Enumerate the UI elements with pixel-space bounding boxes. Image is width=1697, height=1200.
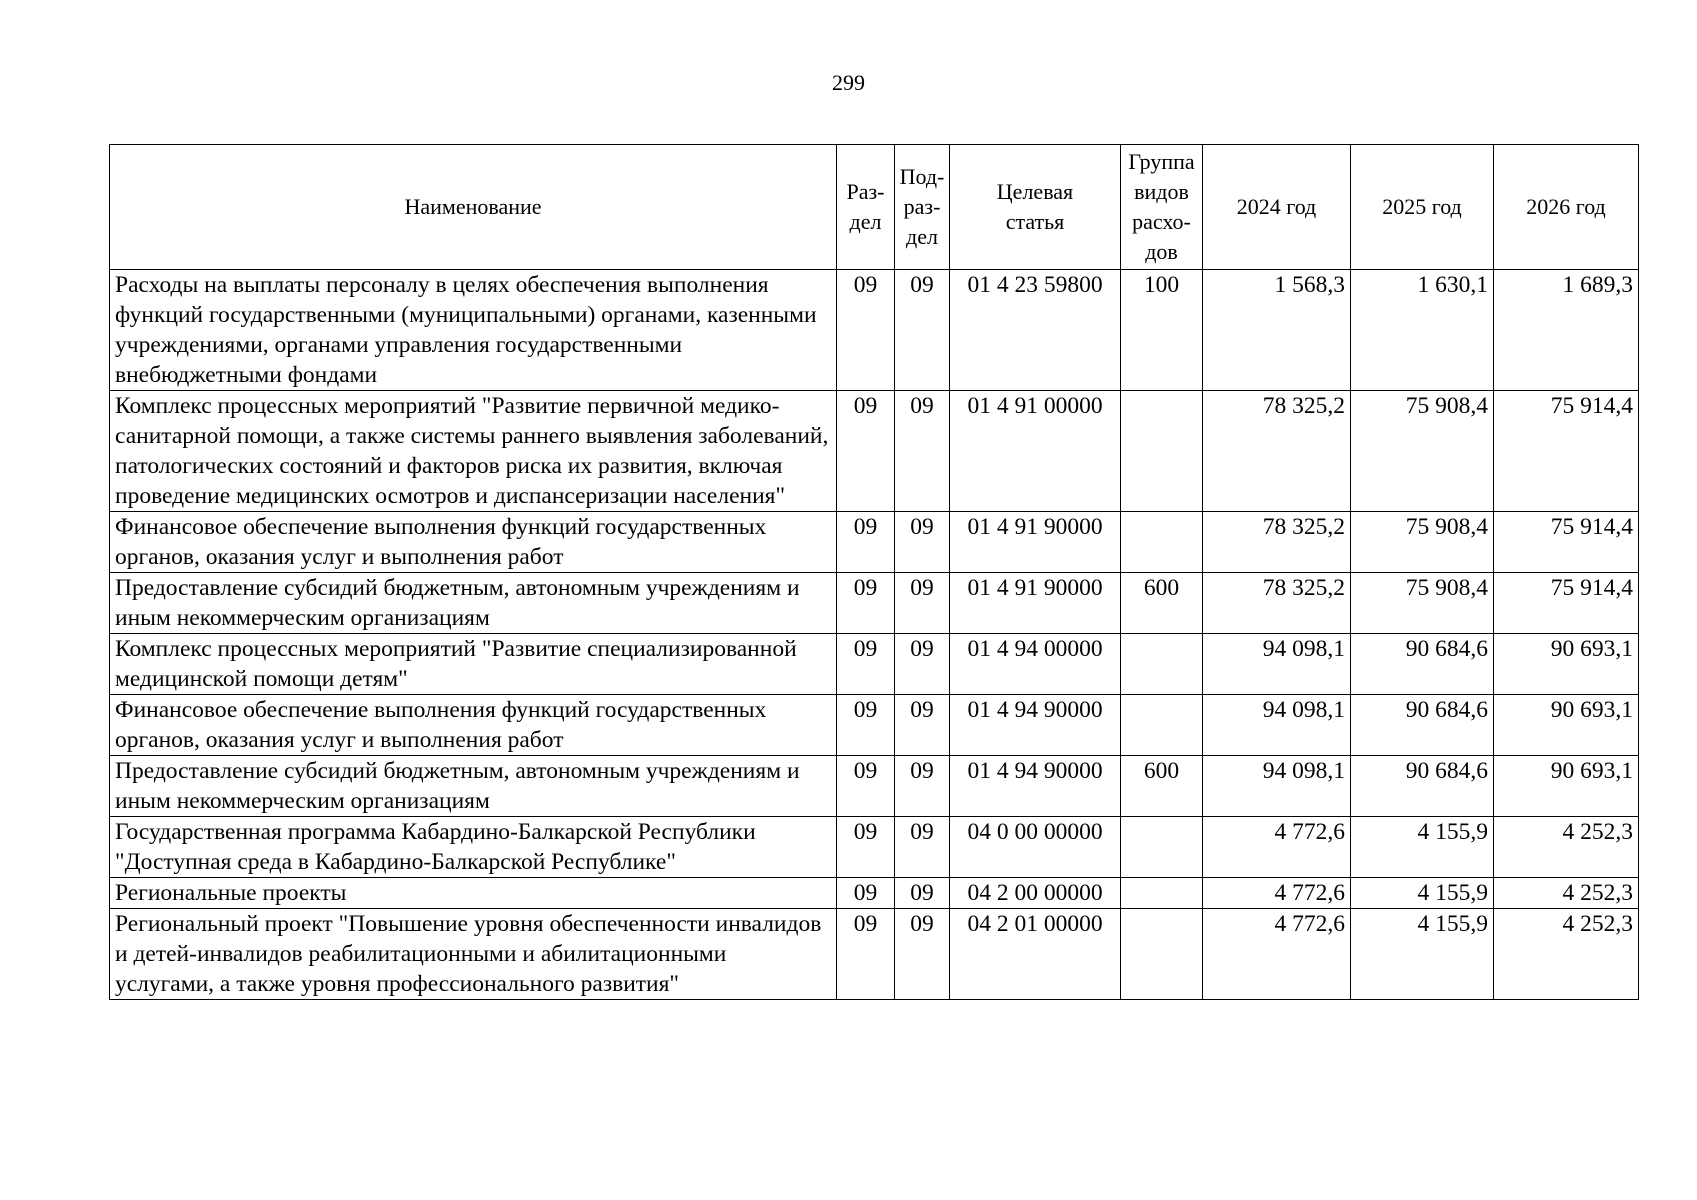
header-row — [110, 145, 1639, 270]
table-row — [110, 878, 1639, 909]
cell-name: Государственная программа Кабардино-Балкарской Республики "Доступная среда в Кабардино-Балкарской Республике" — [110, 817, 837, 878]
cell-target: 04 2 01 00000 — [950, 909, 1121, 1000]
cell-y2024: 4 772,6 — [1203, 909, 1351, 1000]
cell-y2026: 1 689,3 — [1494, 270, 1639, 391]
cell-y2025: 4 155,9 — [1351, 817, 1494, 878]
cell-target: 04 0 00 00000 — [950, 817, 1121, 878]
cell-target: 01 4 94 90000 — [950, 756, 1121, 817]
cell-group — [1121, 695, 1203, 756]
cell-y2025: 75 908,4 — [1351, 391, 1494, 512]
cell-subsection: 09 — [895, 391, 950, 512]
cell-section: 09 — [837, 573, 895, 634]
cell-subsection: 09 — [895, 878, 950, 909]
cell-name: Предоставление субсидий бюджетным, автономным учреждениям и иным некоммерческим организациям — [110, 756, 837, 817]
cell-subsection: 09 — [895, 573, 950, 634]
cell-y2026: 90 693,1 — [1494, 634, 1639, 695]
cell-y2024: 78 325,2 — [1203, 573, 1351, 634]
cell-subsection: 09 — [895, 634, 950, 695]
table-row — [110, 391, 1639, 512]
cell-y2026: 4 252,3 — [1494, 909, 1639, 1000]
cell-y2025: 90 684,6 — [1351, 695, 1494, 756]
cell-group: 100 — [1121, 270, 1203, 391]
cell-subsection: 09 — [895, 817, 950, 878]
cell-y2025: 90 684,6 — [1351, 756, 1494, 817]
cell-group — [1121, 391, 1203, 512]
cell-y2026: 75 914,4 — [1494, 391, 1639, 512]
cell-section: 09 — [837, 270, 895, 391]
cell-group: 600 — [1121, 756, 1203, 817]
header-2025: 2025 год — [1351, 145, 1494, 270]
cell-y2026: 4 252,3 — [1494, 817, 1639, 878]
cell-name: Финансовое обеспечение выполнения функций государственных органов, оказания услуг и выполнения работ — [110, 512, 837, 573]
cell-subsection: 09 — [895, 695, 950, 756]
cell-target: 01 4 94 00000 — [950, 634, 1121, 695]
cell-y2025: 4 155,9 — [1351, 909, 1494, 1000]
header-target: Целевая статья — [950, 145, 1121, 270]
table-row — [110, 909, 1639, 1000]
table-row — [110, 756, 1639, 817]
cell-target: 01 4 91 00000 — [950, 391, 1121, 512]
cell-target: 04 2 00 00000 — [950, 878, 1121, 909]
cell-name: Расходы на выплаты персоналу в целях обеспечения выполнения функций государственными (муниципальными) органами, казенными учреждениями, органами управления государственными внебюджетными фондами — [110, 270, 837, 391]
cell-group — [1121, 909, 1203, 1000]
cell-y2026: 90 693,1 — [1494, 756, 1639, 817]
cell-y2024: 1 568,3 — [1203, 270, 1351, 391]
cell-section: 09 — [837, 909, 895, 1000]
cell-section: 09 — [837, 817, 895, 878]
cell-name: Комплекс процессных мероприятий "Развитие первичной медико-санитарной помощи, а также системы раннего выявления заболеваний, патологических состояний и факторов риска их развития, включая проведение медицинских осмотров и диспансеризации населения" — [110, 391, 837, 512]
cell-y2024: 94 098,1 — [1203, 634, 1351, 695]
cell-y2025: 1 630,1 — [1351, 270, 1494, 391]
cell-name: Предоставление субсидий бюджетным, автономным учреждениям и иным некоммерческим организациям — [110, 573, 837, 634]
cell-target: 01 4 91 90000 — [950, 512, 1121, 573]
header-2024: 2024 год — [1203, 145, 1351, 270]
cell-target: 01 4 94 90000 — [950, 695, 1121, 756]
budget-table — [109, 144, 1639, 1000]
cell-y2026: 75 914,4 — [1494, 573, 1639, 634]
table-row — [110, 512, 1639, 573]
cell-subsection: 09 — [895, 270, 950, 391]
cell-y2025: 75 908,4 — [1351, 512, 1494, 573]
cell-name: Комплекс процессных мероприятий "Развитие специализированной медицинской помощи детям" — [110, 634, 837, 695]
cell-group — [1121, 817, 1203, 878]
header-name: Наименование — [110, 145, 837, 270]
header-2026: 2026 год — [1494, 145, 1639, 270]
cell-group — [1121, 634, 1203, 695]
cell-target: 01 4 91 90000 — [950, 573, 1121, 634]
cell-y2024: 78 325,2 — [1203, 512, 1351, 573]
cell-y2024: 4 772,6 — [1203, 878, 1351, 909]
table-row — [110, 573, 1639, 634]
cell-y2026: 75 914,4 — [1494, 512, 1639, 573]
cell-y2026: 90 693,1 — [1494, 695, 1639, 756]
page-number: 299 — [832, 70, 865, 95]
header-section: Раз- дел — [837, 145, 895, 270]
cell-y2024: 4 772,6 — [1203, 817, 1351, 878]
cell-group: 600 — [1121, 573, 1203, 634]
cell-section: 09 — [837, 878, 895, 909]
cell-subsection: 09 — [895, 756, 950, 817]
header-group: Группа видов расхо- дов — [1121, 145, 1203, 270]
cell-name: Финансовое обеспечение выполнения функций государственных органов, оказания услуг и выполнения работ — [110, 695, 837, 756]
cell-subsection: 09 — [895, 512, 950, 573]
cell-section: 09 — [837, 695, 895, 756]
cell-section: 09 — [837, 391, 895, 512]
cell-group — [1121, 512, 1203, 573]
cell-name: Региональный проект "Повышение уровня обеспеченности инвалидов и детей-инвалидов реабилитационными и абилитационными услугами, а также уровня профессионального развития" — [110, 909, 837, 1000]
cell-y2026: 4 252,3 — [1494, 878, 1639, 909]
cell-group — [1121, 878, 1203, 909]
cell-y2025: 90 684,6 — [1351, 634, 1494, 695]
table-row — [110, 270, 1639, 391]
cell-y2024: 94 098,1 — [1203, 695, 1351, 756]
table-row — [110, 634, 1639, 695]
cell-y2025: 75 908,4 — [1351, 573, 1494, 634]
cell-section: 09 — [837, 756, 895, 817]
cell-section: 09 — [837, 512, 895, 573]
cell-target: 01 4 23 59800 — [950, 270, 1121, 391]
cell-y2025: 4 155,9 — [1351, 878, 1494, 909]
cell-y2024: 78 325,2 — [1203, 391, 1351, 512]
cell-y2024: 94 098,1 — [1203, 756, 1351, 817]
cell-section: 09 — [837, 634, 895, 695]
table-row — [110, 817, 1639, 878]
cell-subsection: 09 — [895, 909, 950, 1000]
cell-name: Региональные проекты — [110, 878, 837, 909]
header-subsection: Под- раз- дел — [895, 145, 950, 270]
table-row — [110, 695, 1639, 756]
